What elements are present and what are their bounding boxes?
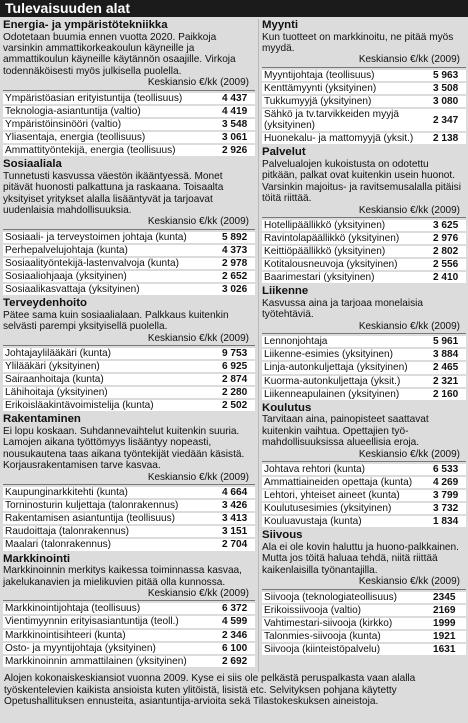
salary-table: [262, 217, 466, 283]
job-title: Kaupunginarkkitehti (kunta): [5, 487, 128, 499]
salary-row: [262, 246, 466, 257]
job-title: Sosiaalityöntekijä-lastenvalvoja (kunta): [5, 257, 179, 269]
job-title: Kouluavustaja (kunta): [264, 516, 362, 528]
salary-value: 3 026: [222, 284, 248, 296]
salary-row: [3, 513, 255, 524]
section-description: Pätee sama kuin sosiaalialaan. Palkkaus kuitenkin selvästi parempi yksityisellä puolella.: [3, 309, 229, 333]
job-title: Johtava rehtori (kunta): [264, 463, 365, 475]
salary-value: 2 347: [433, 114, 459, 126]
salary-row: [3, 271, 255, 282]
salary-label: Keskiansio €/kk (2009): [147, 471, 249, 483]
salary-table: [262, 461, 466, 527]
job-title: Torninosturin kuljettaja (talonrakennus): [5, 500, 179, 512]
salary-label: Keskiansio €/kk (2009): [147, 332, 249, 344]
section-heading: Koulutus: [262, 401, 312, 414]
salary-value: 4 599: [222, 616, 248, 628]
footer-note: Alojen kokonaiskeskiansiot vuonna 2009. Kyse ei siis ole pelkästä peruspalkasta vaan alalla työskentelevien kaikista ansioista kuten ylitöistä, lisistä etc. Selvityksen pohjana käytetty Opetushallituksen ennusteita, asiantuntija-arvioita sekä Tilastokeskuksen aineistoja.: [4, 673, 416, 708]
job-title: Markkinoinnin ammattilainen (yksityinen): [5, 655, 187, 667]
section-description: Odotetaan buumia ennen vuotta 2020. Paikkoja varsinkin ammattikorkeakoulun käyneille ja ammattikoulun käyneille käytännön osaajille. Virkoja todennäköisesti myös julkisella puolella.: [3, 31, 236, 77]
job-title: Siivooja (kiinteistöpalvelu): [264, 644, 381, 656]
job-title: Perhepalvelujohtaja (kunta): [5, 244, 128, 256]
job-title: Johtajaylilääkäri (kunta): [5, 348, 112, 359]
salary-table: [3, 600, 255, 666]
salary-value: 3 413: [222, 513, 248, 525]
salary-value: 4 437: [222, 92, 248, 104]
job-title: Myyntijohtaja (teollisuus): [264, 69, 375, 81]
salary-row: [3, 616, 255, 627]
job-title: Erikoisläakintävoimistelija (kunta): [5, 400, 154, 412]
salary-row: [3, 258, 255, 269]
salary-row: [262, 644, 466, 655]
job-title: Baarimestari (yksityinen): [264, 272, 375, 284]
job-title: Markkinointisihteeri (kunta): [5, 629, 126, 641]
job-title: Tukkumyyjä (yksityinen): [264, 96, 372, 107]
salary-label: Keskiansio €/kk (2009): [358, 576, 460, 588]
section-description: Markkinoinnin merkitys kaikessa toiminnassa kasvaa, jakelukanavien ja mielikuvien pitää olla kunnossa.: [3, 565, 242, 588]
job-title: Osto- ja myyntijohtaja (yksityinen): [5, 642, 156, 654]
salary-value: 3 884: [433, 349, 459, 361]
salary-value: 6 372: [222, 603, 248, 615]
salary-value: 4 664: [222, 487, 248, 499]
salary-row: [3, 643, 255, 654]
salary-value: 2 280: [222, 387, 248, 399]
salary-label: Keskiansio €/kk (2009): [147, 216, 249, 228]
salary-value: 3 080: [433, 96, 459, 107]
salary-row: [262, 516, 466, 527]
salary-value: 2169: [433, 604, 456, 616]
section-energia: [3, 19, 255, 156]
salary-row: [3, 526, 255, 537]
column-divider: [258, 19, 259, 672]
job-title: Erikoissiivooja (valtio): [264, 604, 362, 616]
section-heading: Sosiaaliala: [3, 158, 62, 171]
job-title: Ylilääkäri (yksityinen): [5, 361, 100, 373]
section-siivous: [262, 529, 466, 655]
salary-value: 2 704: [222, 539, 248, 551]
salary-row: [3, 539, 255, 550]
job-title: Talonmies-siivooja (kunta): [264, 630, 381, 642]
salary-value: 3 732: [433, 503, 459, 515]
salary-value: 3 625: [433, 220, 459, 231]
section-liikenne: [262, 285, 466, 399]
section-description: Ala ei ole kovin haluttu ja huono-palkkainen. Mutta jos töitä haluaa tehdä, niitä riittää kaikenlaisilla työnantajilla.: [262, 542, 459, 576]
job-title: Ympäristöasian erityistuntija (teollisuus): [5, 92, 183, 104]
salary-value: 2 346: [222, 629, 248, 641]
salary-row: [3, 387, 255, 398]
salary-row: [262, 133, 466, 144]
section-markkinointi: [3, 553, 255, 667]
section-heading: Energia- ja ympäristötekniikka: [3, 19, 168, 31]
salary-value: 2 465: [433, 362, 459, 374]
salary-value: 2 410: [433, 272, 459, 284]
job-title: Markkinointijohtaja (teollisuus): [5, 603, 141, 615]
job-title: Vahtimestari-siivooja (kirkko): [264, 617, 393, 629]
section-heading: Markkinointi: [3, 552, 71, 565]
salary-label: Keskiansio €/kk (2009): [147, 587, 249, 599]
left-column: [3, 19, 255, 669]
job-title: Liikenne-esimies (yksityinen): [264, 349, 394, 361]
salary-value: 4 269: [433, 477, 459, 489]
salary-row: [3, 93, 255, 104]
salary-value: 2 160: [433, 388, 459, 400]
salary-row: [262, 70, 466, 81]
salary-table: [3, 484, 255, 550]
job-title: Rakentamisen asiantuntija (teollisuus): [5, 513, 175, 525]
page-title: Tulevaisuuden alat: [0, 0, 468, 17]
salary-row: [3, 500, 255, 511]
salary-table: [262, 589, 466, 655]
job-title: Maalari (talonrakennus): [5, 539, 112, 551]
salary-value: 2 802: [433, 246, 459, 258]
salary-row: [3, 656, 255, 667]
salary-row: [262, 362, 466, 373]
job-title: Ammattiaineiden opettaja (kunta): [264, 477, 413, 489]
salary-value: 4 419: [222, 105, 248, 117]
section-rakentaminen: [3, 413, 255, 550]
salary-row: [262, 233, 466, 244]
job-title: Kotitalousneuvoja (yksityinen): [264, 259, 398, 271]
section-description: Kasvussa aina ja tarjoaa monelaisia työtehtäviä.: [262, 298, 424, 321]
job-title: Liikenneapulainen (yksityinen): [264, 388, 400, 400]
salary-value: 2345: [433, 591, 456, 603]
salary-row: [3, 374, 255, 385]
salary-label: Keskiansio €/kk (2009): [358, 204, 460, 216]
salary-row: [3, 630, 255, 641]
salary-table: [262, 333, 466, 399]
section-heading: Rakentaminen: [3, 413, 81, 426]
job-title: Yliasentaja, energia (teollisuus): [5, 131, 146, 143]
salary-row: [262, 503, 466, 514]
salary-value: 5 961: [433, 336, 459, 348]
salary-value: 2 138: [433, 133, 459, 145]
salary-value: 2 652: [222, 271, 248, 282]
job-title: Teknologia-asiantuntija (valtio): [5, 105, 141, 117]
job-title: Koulutusesimies (yksityinen): [264, 503, 392, 515]
section-terveydenhoito: [3, 297, 255, 411]
salary-value: 1631: [433, 644, 456, 656]
salary-row: [3, 361, 255, 372]
job-title: Vientimyynnin erityisasiantuntija (teoll.): [5, 616, 179, 628]
salary-value: 2 502: [222, 400, 248, 412]
section-heading: Terveydenhoito: [3, 297, 87, 310]
salary-value: 1 834: [433, 516, 459, 528]
salary-row: [262, 220, 466, 231]
salary-row: [262, 272, 466, 283]
job-title: Sairaanhoitaja (kunta): [5, 374, 104, 386]
salary-row: [262, 592, 466, 603]
salary-row: [262, 605, 466, 616]
salary-row: [262, 336, 466, 347]
salary-row: [3, 284, 255, 295]
job-title: Keittiöpäällikkö (yksityinen): [264, 246, 386, 258]
salary-value: 4 373: [222, 244, 248, 256]
salary-row: [3, 400, 255, 411]
salary-value: 5 892: [222, 231, 248, 243]
salary-row: [262, 490, 466, 501]
section-description: Kun tuotteet on markkinoitu, ne pitää myös myydä.: [262, 31, 454, 54]
salary-table: [262, 67, 466, 145]
salary-label: Keskiansio €/kk (2009): [358, 54, 460, 66]
salary-value: 2 978: [222, 257, 248, 269]
job-title: Linja-autonkuljettaja (yksityinen): [264, 362, 408, 374]
salary-value: 2 556: [433, 259, 459, 271]
section-description: Tarvitaan aina, painopisteet saattavat kuitenkin vaihtua. Opettajien työ-mahdollisuuksissa alueellisia eroja.: [262, 414, 429, 449]
section-myynti: [262, 19, 466, 144]
salary-row: [262, 631, 466, 642]
salary-value: 6 925: [222, 361, 248, 373]
job-title: Raudoittaja (talonrakennus): [5, 526, 130, 538]
salary-row: [3, 145, 255, 156]
section-palvelut: [262, 146, 466, 283]
salary-value: 6 533: [433, 463, 459, 475]
salary-value: 2 874: [222, 374, 248, 386]
salary-value: 2 976: [433, 233, 459, 245]
section-heading: Palvelut: [262, 146, 306, 159]
job-title: Siivooja (teknologiateollisuus): [264, 591, 397, 603]
salary-value: 6 100: [222, 642, 248, 654]
salary-value: 3 508: [433, 82, 459, 94]
job-title: Huonekalu- ja mattomyyjä (yksit.): [264, 133, 414, 145]
salary-table: [3, 345, 255, 411]
job-title: Ympäristöinsinööri (valtio): [5, 118, 122, 130]
section-description: Ei lopu koskaan. Suhdannevaihtelut kuitenkin suuria. Lamojen aikana työttömyys lisääntyy nopeasti, nousukautena taas aikana työntekijät viedään käsistä. Korjausrakentamisen tarve kasvaa.: [3, 426, 245, 472]
section-sosiaaliala: [3, 158, 255, 295]
job-title: Lähihoitaja (yksityinen): [5, 387, 108, 399]
job-title: Lehtori, yhteiset aineet (kunta): [264, 490, 400, 502]
salary-value: 2 321: [433, 375, 459, 387]
salary-row: [262, 96, 466, 107]
salary-row: [3, 106, 255, 117]
salary-value: 1999: [433, 617, 456, 629]
section-description: Palvelualojen kukoistusta on odotettu pitkään, palkat ovat kuitenkin usein huonot. Varsinkin majoitus- ja ravitsemusalalla pitäisi töitä riittää.: [262, 158, 461, 205]
salary-row: [3, 487, 255, 498]
salary-row: [262, 376, 466, 387]
salary-row: [262, 464, 466, 475]
salary-row: [3, 232, 255, 243]
job-title: Hotellipäällikkö (yksityinen): [264, 220, 386, 231]
section-description: Tunnetusti kasvussa väestön ikääntyessä. Monet pitävät huonosti palkattuna ja raskaana. Toisaalta yksityiset yritykset alalla lisääntyvät ja tarjoavat uudenlaisia mahdollisuuksia.: [3, 170, 224, 216]
salary-row: [262, 349, 466, 360]
salary-row: [262, 259, 466, 270]
salary-value: 3 061: [222, 131, 248, 143]
salary-row: [3, 348, 255, 359]
salary-value: 3 548: [222, 118, 248, 130]
salary-row: [262, 389, 466, 400]
salary-label: Keskiansio €/kk (2009): [147, 77, 249, 89]
salary-row: [3, 119, 255, 130]
salary-table: [3, 90, 255, 156]
salary-row: [3, 245, 255, 256]
job-title: Sosiaali- ja terveystoimen johtaja (kunta): [5, 231, 187, 243]
job-title: Sosiaaliohjaaja (yksityinen): [5, 271, 127, 282]
salary-row: [262, 618, 466, 629]
salary-value: 9 753: [222, 348, 248, 359]
section-heading: Siivous: [262, 529, 303, 542]
job-title: Lennonjohtaja: [264, 336, 328, 348]
salary-row: [3, 132, 255, 143]
salary-value: 2 926: [222, 145, 248, 156]
job-title: Kenttämyynti (yksityinen): [264, 82, 377, 94]
job-title: Kuorma-autonkuljettaja (yksit.): [264, 375, 401, 387]
salary-value: 3 151: [222, 526, 248, 538]
section-koulutus: [262, 402, 466, 528]
salary-value: 3 799: [433, 490, 459, 502]
salary-label: Keskiansio €/kk (2009): [358, 448, 460, 460]
salary-row: [262, 477, 466, 488]
job-title: Ravintolapäällikkö (yksityinen): [264, 233, 400, 245]
salary-value: 3 426: [222, 500, 248, 512]
salary-row: [3, 603, 255, 614]
job-title: Sosiaalikasvattaja (yksityinen): [5, 284, 140, 296]
section-heading: Myynti: [262, 19, 299, 31]
salary-value: 1921: [433, 630, 456, 642]
right-column: [262, 19, 466, 657]
job-title: Ammattityöntekijä, energia (teollisuus): [5, 145, 176, 156]
salary-label: Keskiansio €/kk (2009): [358, 320, 460, 332]
salary-value: 2 692: [222, 655, 248, 667]
section-heading: Liikenne: [262, 285, 309, 298]
salary-table: [3, 229, 255, 295]
salary-value: 5 963: [433, 69, 459, 81]
job-title: Sähkö ja tv.tarvikkeiden myyjä (yksityinen): [264, 109, 400, 132]
salary-row: [262, 109, 466, 131]
salary-row: [262, 83, 466, 94]
